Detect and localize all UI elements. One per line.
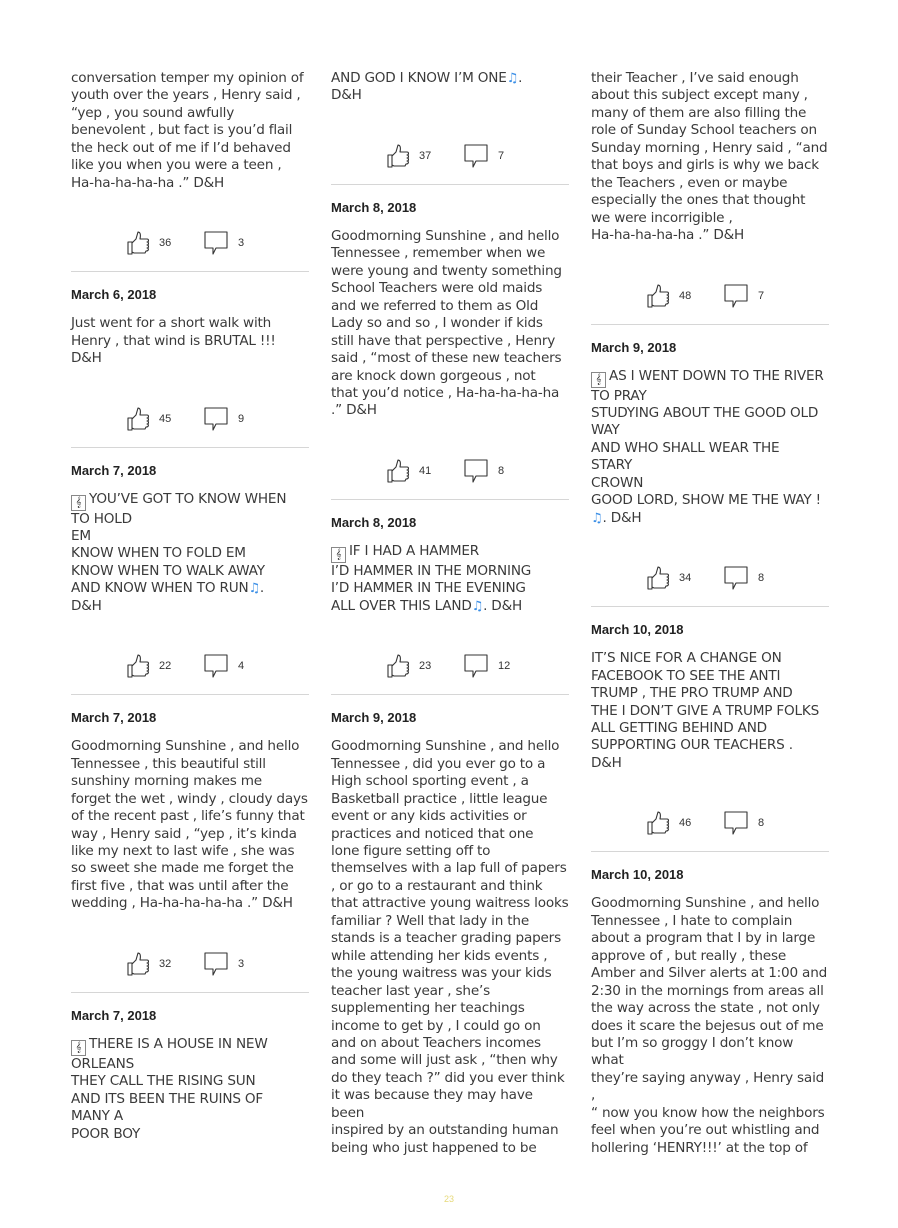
post <box>331 70 569 185</box>
like-button[interactable] <box>386 142 431 170</box>
post-date: March 8, 2018 <box>331 199 417 215</box>
comment-button[interactable] <box>723 809 764 837</box>
post-body: AS I WENT DOWN TO THE RIVER TO PRAY STUDYING ABOUT THE GOOD OLD WAY AND WHO SHALL WEAR THE STARY CROWN GOOD LORD, SHOW ME THE WAY ! <box>591 367 824 509</box>
post-date: March 8, 2018 <box>331 514 417 530</box>
comment-bubble-icon <box>203 653 229 679</box>
comment-button[interactable] <box>203 229 244 257</box>
post <box>591 340 829 608</box>
post-body: IT’S NICE FOR A CHANGE ON FACEBOOK TO SEE THE ANTI TRUMP , THE PRO TRUMP AND THE I DON’T GIVE A TRUMP FOLKS ALL GETTING BEHIND AND SUPPORTING OUR TEACHERS . D&H <box>591 650 820 771</box>
post-divider <box>591 606 829 607</box>
post-stats <box>591 789 829 843</box>
post-stats <box>331 632 569 686</box>
post-divider <box>71 271 309 272</box>
music-score-icon: 𝄞 <box>591 372 606 388</box>
post-date: March 10, 2018 <box>591 622 684 638</box>
post-date: March 10, 2018 <box>591 867 684 883</box>
post <box>591 70 829 325</box>
post-body: Goodmorning Sunshine , and hello Tennessee , this beautiful still sunshiny morning makes me forget the wet , windy , cloudy days of the recent past , life’s funny that way , Henry said , “yep , it’s kinda like my next to last wife , she was so sweet she made me forget the first five , that was until after the wedding , Ha-ha-ha-ha-ha .” D&H <box>71 738 308 912</box>
post <box>71 287 309 447</box>
post-date: March 7, 2018 <box>71 1007 157 1023</box>
column-1 <box>71 70 309 1143</box>
post-divider <box>331 499 569 500</box>
like-count: 37 <box>419 149 432 162</box>
post-text <box>591 368 829 528</box>
comment-button[interactable] <box>203 405 244 433</box>
comment-bubble-icon <box>203 230 229 256</box>
post-text <box>591 895 829 1157</box>
like-button[interactable] <box>386 457 431 485</box>
comment-count: 8 <box>498 464 505 477</box>
like-button[interactable] <box>126 950 171 978</box>
post <box>71 70 309 272</box>
thumbs-up-icon <box>646 565 670 591</box>
music-notes-icon: ♫ <box>506 71 519 86</box>
post-stats <box>71 385 309 439</box>
post-divider <box>71 694 309 695</box>
post-divider <box>591 324 829 325</box>
column-3 <box>591 70 829 1157</box>
post-body: conversation temper my opinion of youth over the years , Henry said , “yep , you sound awfully benevolent , but fact is you’d flail the heck out of me if I’d behaved like you when you were a teen , Ha-ha-ha-ha-ha .” D&H <box>71 70 304 191</box>
comment-count: 3 <box>238 957 245 970</box>
like-count: 45 <box>159 412 172 425</box>
post-text <box>71 1036 309 1143</box>
like-button[interactable] <box>646 809 691 837</box>
like-count: 36 <box>159 237 172 250</box>
post-date: March 7, 2018 <box>71 462 157 478</box>
post-body: THERE IS A HOUSE IN NEW ORLEANS THEY CALL THE RISING SUN AND ITS BEEN THE RUINS OF MANY A POOR BOY <box>71 1035 268 1142</box>
comment-bubble-icon <box>463 653 489 679</box>
comment-button[interactable] <box>723 564 764 592</box>
post-body: AND GOD I KNOW I’M ONE <box>331 70 507 86</box>
like-count: 32 <box>159 957 172 970</box>
post-body: IF I HAD A HAMMER I’D HAMMER IN THE MORNING I’D HAMMER IN THE EVENING ALL OVER THIS LAND <box>331 542 532 614</box>
post-body: their Teacher , I’ve said enough about this subject except many , many of them are also filling the role of Sunday School teachers on Sunday morning , Henry said , “and that boys and girls is why we back the Teachers , even or maybe especially the ones that thought we were incorrigible , Ha-ha-ha-ha-ha .” D&H <box>591 70 828 244</box>
post-stats <box>591 262 829 316</box>
music-score-icon: 𝄞 <box>71 1040 86 1056</box>
thumbs-up-icon <box>126 951 150 977</box>
post-stats <box>71 930 309 984</box>
post-text <box>71 738 309 913</box>
post-body-end: . D&H <box>331 70 523 104</box>
comment-count: 8 <box>758 572 765 585</box>
post-body: YOU’VE GOT TO KNOW WHEN TO HOLD EM KNOW WHEN TO FOLD EM KNOW WHEN TO WALK AWAY AND KNOW WHEN TO RUN <box>71 490 287 597</box>
post-body: Just went for a short walk with Henry , that wind is BRUTAL !!! D&H <box>71 315 276 367</box>
post-text <box>591 70 829 245</box>
comment-button[interactable] <box>203 950 244 978</box>
comment-button[interactable] <box>463 652 510 680</box>
thumbs-up-icon <box>386 653 410 679</box>
post-text <box>71 491 309 616</box>
post-text <box>71 70 309 192</box>
post <box>591 867 829 1157</box>
comment-count: 4 <box>238 660 245 673</box>
post-date: March 6, 2018 <box>71 287 157 303</box>
comment-bubble-icon <box>723 810 749 836</box>
post <box>331 710 569 1157</box>
post <box>71 1008 309 1143</box>
comment-bubble-icon <box>203 951 229 977</box>
like-count: 23 <box>419 660 432 673</box>
comment-count: 8 <box>758 817 765 830</box>
post-stats <box>591 544 829 598</box>
post-body: Goodmorning Sunshine , and hello Tennessee , I hate to complain about a program that I by in large approve of , but really , these Amber and Silver alerts at 1:00 and 2:30 in the mornings from areas all the way across the state , not only does it scare the bejesus out of me but I’m so groggy I don’t know what they’re saying anyway , Henry said , “ now you know how the neighbors feel when you’re out whistling and hollering ‘HENRY!!!’ at the top of <box>591 895 828 1156</box>
comment-button[interactable] <box>203 652 244 680</box>
post-body: Goodmorning Sunshine , and hello Tennessee , did you ever go to a High school sporting event , a Basketball practice , little league event or any kids activities or practices and noticed that one lone figure setting off to themselves with a lap full of papers , or go to a restaurant and think that attractive young waitress looks familiar ? Well that lady in the stands is a teacher grading papers while attending her kids events , the young waitress was your kids teacher last year , she’s supplementing her teachings income to get by , I could go on and on about Teachers incomes and some will just ask , “then why do they teach ?” did you ever think it was because they may have been inspired by an outstanding human being who just happened to be <box>331 738 569 1156</box>
comment-bubble-icon <box>723 565 749 591</box>
music-score-icon: 𝄞 <box>71 495 86 511</box>
post-divider <box>591 851 829 852</box>
post-text <box>591 650 829 772</box>
post-stats <box>71 632 309 686</box>
like-button[interactable] <box>126 405 171 433</box>
post-body-end: . D&H <box>602 509 642 526</box>
comment-bubble-icon <box>463 458 489 484</box>
thumbs-up-icon <box>386 458 410 484</box>
post-text <box>331 228 569 420</box>
post-divider <box>71 992 309 993</box>
like-count: 22 <box>159 660 172 673</box>
post-divider <box>331 184 569 185</box>
thumbs-up-icon <box>646 283 670 309</box>
post-text <box>331 543 569 615</box>
like-count: 41 <box>419 464 432 477</box>
like-button[interactable] <box>646 282 691 310</box>
thumbs-up-icon <box>386 143 410 169</box>
post-divider <box>331 694 569 695</box>
like-button[interactable] <box>646 564 691 592</box>
column-2 <box>331 70 569 1157</box>
post-stats <box>331 122 569 176</box>
post-stats <box>71 209 309 263</box>
post-text <box>331 70 569 105</box>
comment-button[interactable] <box>723 282 764 310</box>
comment-bubble-icon <box>723 283 749 309</box>
like-button[interactable] <box>386 652 431 680</box>
comment-button[interactable] <box>463 457 504 485</box>
comment-button[interactable] <box>463 142 504 170</box>
post-stats <box>331 437 569 491</box>
comment-bubble-icon <box>463 143 489 169</box>
page-number: 23 <box>443 1194 454 1204</box>
like-count: 46 <box>679 817 692 830</box>
post-date: March 9, 2018 <box>591 339 677 355</box>
like-button[interactable] <box>126 652 171 680</box>
comment-count: 3 <box>238 237 245 250</box>
thumbs-up-icon <box>646 810 670 836</box>
post <box>71 710 309 993</box>
like-button[interactable] <box>126 229 171 257</box>
post-body-end: . D&H <box>483 597 522 614</box>
post <box>331 200 569 500</box>
comment-bubble-icon <box>203 406 229 432</box>
like-count: 48 <box>679 289 692 302</box>
post <box>331 515 569 695</box>
like-count: 34 <box>679 572 692 585</box>
thumbs-up-icon <box>126 653 150 679</box>
comment-count: 7 <box>758 289 765 302</box>
thumbs-up-icon <box>126 406 150 432</box>
comment-count: 7 <box>498 149 505 162</box>
post-text <box>331 738 569 1157</box>
music-notes-icon: ♫ <box>471 598 484 614</box>
music-notes-icon: ♫ <box>248 581 260 597</box>
post-divider <box>71 447 309 448</box>
thumbs-up-icon <box>126 230 150 256</box>
post-date: March 9, 2018 <box>331 710 417 726</box>
post <box>71 463 309 696</box>
music-score-icon: 𝄞 <box>331 547 346 563</box>
post-date: March 7, 2018 <box>71 710 157 726</box>
post <box>591 622 829 852</box>
post-text <box>71 315 309 367</box>
post-body-end: . D&H <box>71 580 265 614</box>
music-notes-icon: ♫ <box>591 510 603 526</box>
comment-count: 12 <box>498 660 511 673</box>
post-body: Goodmorning Sunshine , and hello Tennessee , remember when we were young and twenty something School Teachers were old maids and we referred to them as Old Lady so and so , I wonder if kids still have that perspective , Henry said , “most of these new teachers are knock down gorgeous , not that you’d notice , Ha-ha-ha-ha-ha .” D&H <box>331 227 562 419</box>
comment-count: 9 <box>238 412 245 425</box>
